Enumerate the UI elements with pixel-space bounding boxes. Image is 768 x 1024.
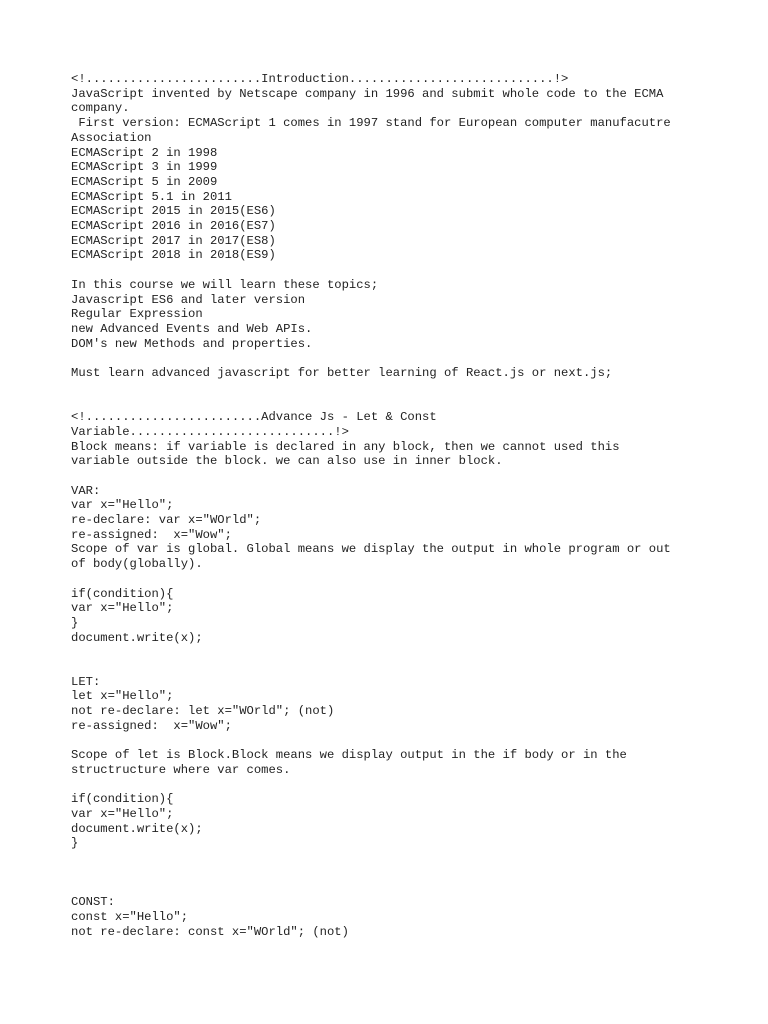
text-line: ECMAScript 2018 in 2018(ES9)	[71, 248, 276, 263]
text-line: re-declare: var x="WOrld";	[71, 513, 262, 528]
blank-line	[71, 851, 751, 866]
text-line: Variable............................!>	[71, 424, 349, 439]
text-line: <!........................Introduction............................!>	[71, 72, 569, 86]
text-line: re-assigned: x="Wow";	[71, 718, 232, 733]
text-line: not re-declare: const x="WOrld"; (not)	[71, 924, 349, 939]
blank-line	[71, 880, 751, 895]
text-line: ECMAScript 3 in 1999	[71, 160, 218, 175]
text-line: document.write(x);	[71, 630, 203, 645]
blank-line	[71, 645, 751, 660]
text-line: <!........................Advance Js - Let & Const	[71, 410, 437, 425]
blank-line	[71, 778, 751, 793]
blank-line	[71, 395, 751, 410]
text-line: Must learn advanced javascript for better learning of React.js or next.js;	[71, 366, 613, 381]
text-line: DOM's new Methods and properties.	[71, 336, 313, 351]
text-line: if(condition){	[71, 792, 174, 807]
text-line: Javascript ES6 and later version	[71, 292, 306, 307]
text-line: Association	[71, 130, 152, 145]
text-line: Block means: if variable is declared in any block, then we cannot used this	[71, 439, 620, 454]
blank-line	[71, 866, 751, 881]
text-line: var x="Hello";	[71, 807, 174, 821]
text-line: variable outside the block. we can also use in inner block.	[71, 454, 503, 469]
text-line: document.write(x);	[71, 821, 203, 836]
text-line: }	[71, 615, 79, 630]
document-body	[71, 72, 751, 939]
text-line: VAR:	[71, 483, 101, 498]
text-line: }	[71, 836, 79, 851]
blank-line	[71, 734, 751, 749]
blank-line	[71, 381, 751, 396]
blank-line	[71, 572, 751, 587]
text-line: var x="Hello";	[71, 601, 174, 616]
text-line: not re-declare: let x="WOrld"; (not)	[71, 704, 335, 719]
text-line: ECMAScript 5.1 in 2011	[71, 189, 232, 204]
text-line: Regular Expression	[71, 307, 203, 322]
text-line: const x="Hello";	[71, 909, 189, 924]
text-line: ECMAScript 2017 in 2017(ES8)	[71, 233, 276, 248]
text-line: var x="Hello";	[71, 498, 174, 513]
text-line: First version: ECMAScript 1 comes in 1997 stand for European computer manufacutre	[71, 116, 671, 131]
text-line: JavaScript invented by Netscape company in 1996 and submit whole code to the ECMA	[71, 86, 664, 101]
blank-line	[71, 351, 751, 366]
blank-line	[71, 263, 751, 278]
blank-line	[71, 660, 751, 675]
text-line: structructure where var comes.	[71, 762, 291, 777]
text-line: ECMAScript 2015 in 2015(ES6)	[71, 204, 276, 219]
text-line: In this course we will learn these topics;	[71, 277, 379, 292]
text-line: Scope of var is global. Global means we display the output in whole program or out	[71, 542, 671, 557]
text-line: let x="Hello";	[71, 689, 174, 704]
text-line: CONST:	[71, 895, 115, 910]
text-line: LET:	[71, 674, 101, 689]
text-line: Scope of let is Block.Block means we display output in the if body or in the	[71, 748, 627, 763]
blank-line	[71, 469, 751, 484]
text-line: re-assigned: x="Wow";	[71, 527, 232, 542]
text-line: company.	[71, 101, 130, 116]
text-line: new Advanced Events and Web APIs.	[71, 321, 313, 336]
text-line: of body(globally).	[71, 557, 203, 572]
text-line: ECMAScript 2016 in 2016(ES7)	[71, 219, 276, 234]
text-line: ECMAScript 5 in 2009	[71, 174, 218, 189]
text-line: ECMAScript 2 in 1998	[71, 145, 218, 160]
text-line: if(condition){	[71, 586, 174, 601]
